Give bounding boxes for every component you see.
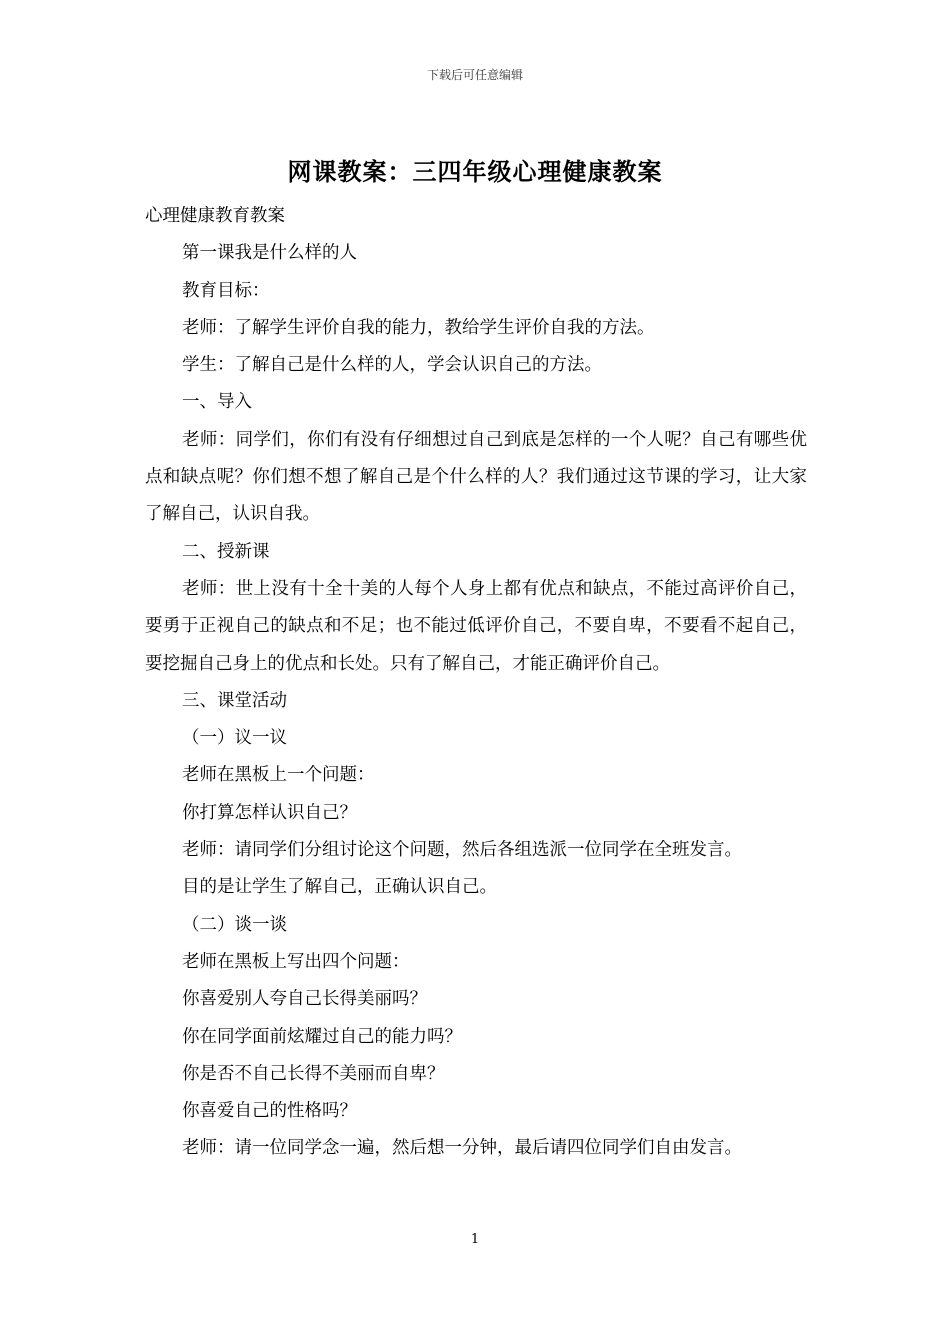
question-line: 你喜爱别人夸自己长得美丽吗？ xyxy=(182,989,427,1010)
activity-line: 老师：请一位同学念一遍，然后想一分钟，最后请四位同学们自由发言。 xyxy=(182,1138,742,1159)
activity-line: 老师：请同学们分组讨论这个问题，然后各组选派一位同学在全班发言。 xyxy=(182,840,742,861)
teacher-objective: 老师：了解学生评价自我的能力，教给学生评价自我的方法。 xyxy=(182,317,655,338)
lesson-title: 第一课我是什么样的人 xyxy=(182,243,357,264)
question-line: 你是否不自己长得不美丽而自卑？ xyxy=(182,1063,445,1084)
activity-line: 你打算怎样认识自己？ xyxy=(182,802,357,823)
page-header: 下载后可任意编辑 xyxy=(426,68,523,82)
document-subtitle: 心理健康教育教案 xyxy=(145,206,285,226)
intro-paragraph: 老师：同学们，你们有没有仔细想过自己到底是怎样的一个人呢？自己有哪些优点和缺点呢？你们想不想了解自己是个什么样的人？我们通过这节课的学习，让大家了解自己，认识自我。 xyxy=(145,429,807,525)
section-three-heading: 三、课堂活动 xyxy=(182,690,287,711)
section-two-heading: 二、授新课 xyxy=(182,541,270,562)
page-number: 1 xyxy=(470,1232,480,1247)
activity-line: 目的是让学生了解自己，正确认识自己。 xyxy=(182,877,497,898)
question-line: 你喜爱自己的性格吗？ xyxy=(182,1101,357,1122)
document-title: 网课教案：三四年级心理健康教案 xyxy=(287,157,663,186)
document-body xyxy=(145,198,807,1168)
objectives-heading: 教育目标： xyxy=(182,280,270,301)
activity-two-heading: （二）谈一谈 xyxy=(182,914,287,935)
activity-line: 老师在黑板上写出四个问题： xyxy=(182,951,410,972)
activity-one-heading: （一）议一议 xyxy=(182,728,287,749)
section-two-paragraph: 老师：世上没有十全十美的人每个人身上都有优点和缺点，不能过高评价自己，要勇于正视自己的缺点和不足；也不能过低评价自己，不要自卑，不要看不起自己，要挖掘自己身上的优点和长处。只有了解自己，才能正确评价自己。 xyxy=(145,578,807,674)
section-one-heading: 一、导入 xyxy=(182,392,252,413)
question-line: 你在同学面前炫耀过自己的能力吗？ xyxy=(182,1026,462,1047)
student-objective: 学生：了解自己是什么样的人，学会认识自己的方法。 xyxy=(182,355,602,376)
activity-line: 老师在黑板上一个问题： xyxy=(182,765,375,786)
